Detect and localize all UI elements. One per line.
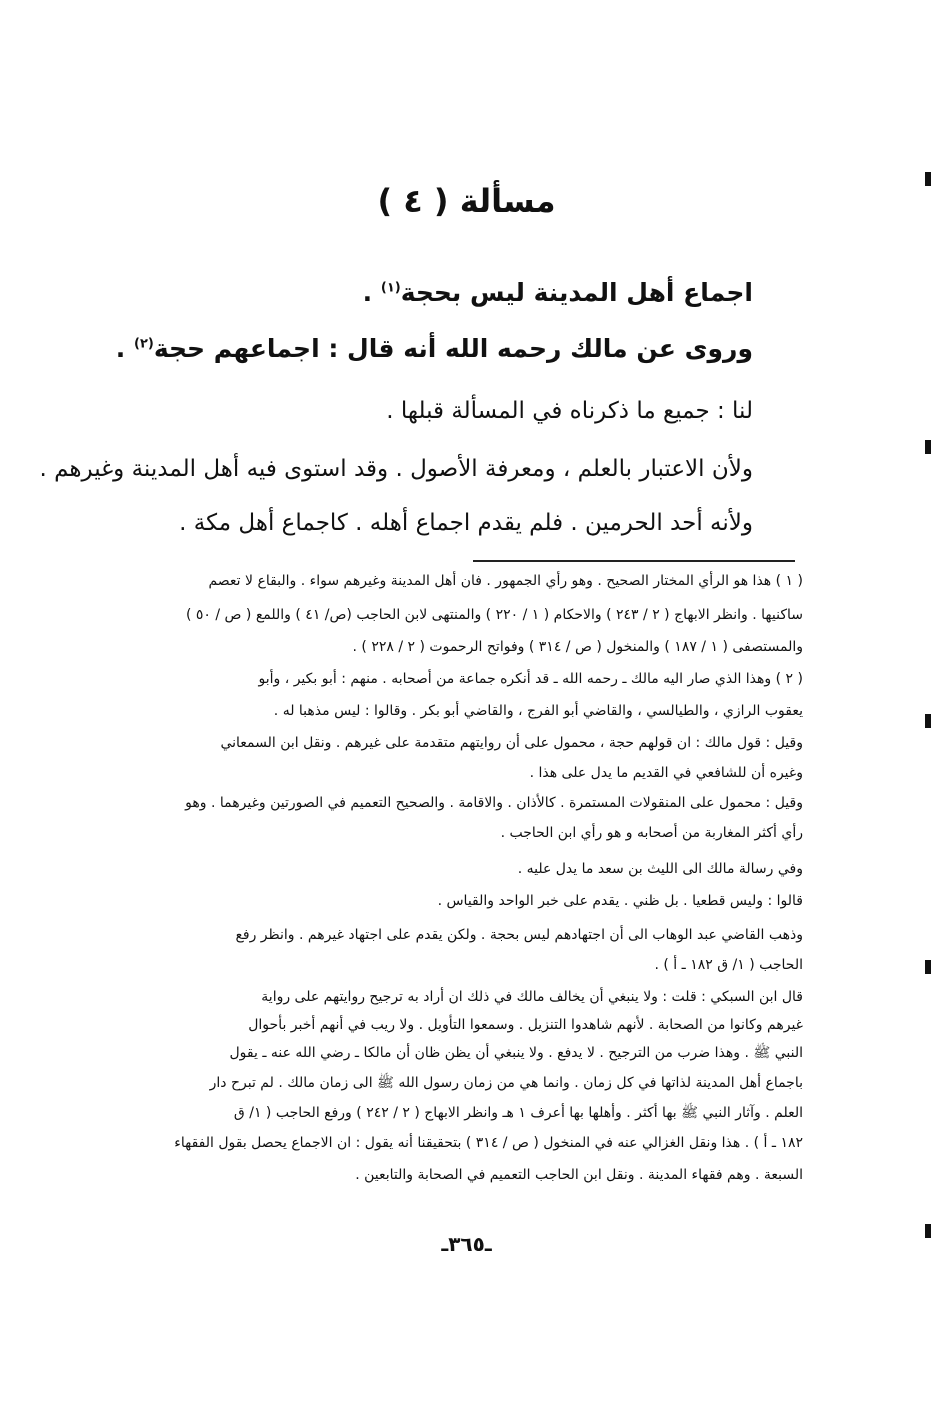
footnote-line: النبي ﷺ . وهذا ضرب من الترجيح . لا يدفع . ولا ينبغي أن يظن ظان أن مالكا ـ رضي الله عنه ـ يقول bbox=[229, 1045, 803, 1061]
main-line-2: وروى عن مالك رحمه الله أنه قال : اجماعهم حجة$^{(٢)}$ . bbox=[115, 334, 753, 363]
binding-hole-mark bbox=[925, 172, 931, 186]
main-line-1: اجماع أهل المدينة ليس بحجة$^{(١)}$ . bbox=[362, 278, 753, 307]
footnote-line: قال ابن السبكي : قلت : ولا ينبغي أن يخالف مالك في ذلك ان أراد به ترجيح روايتهم على رواية bbox=[261, 989, 803, 1005]
footnote-line: رأي أكثر المغاربة من أصحابه و هو رأي ابن الحاجب . bbox=[500, 825, 803, 841]
binding-hole-mark bbox=[925, 1224, 931, 1238]
footnote-line: ساكنيها . وانظر الابهاج ( ٢ / ٢٤٣ ) والاحكام ( ١ / ٢٢٠ ) والمنتهى لابن الحاجب (ص/ ٤١ ) واللمع ( ص / ٥٠ ) bbox=[185, 607, 803, 623]
footnote-line: يعقوب الرازي ، والطيالسي ، والقاضي أبو الفرج ، والقاضي أبو بكر . وقالوا : ليس مذهبا له . bbox=[273, 703, 803, 719]
footnote-line: ( ٢ ) وهذا الذي صار اليه مالك ـ رحمه الله ـ قد أنكره جماعة من أصحابه . منهم : أبو بكير ، وأبو bbox=[258, 671, 803, 687]
footnote-ref-1: (١) bbox=[380, 280, 401, 296]
binding-hole-mark bbox=[925, 714, 931, 728]
footnote-line: قالوا : وليس قطعيا . بل ظني . يقدم على خبر الواحد والقياس . bbox=[437, 893, 803, 909]
footnote-line: العلم . وآثار النبي ﷺ بها أكثر . وأهلها بها أعرف ١ هـ وانظر الابهاج ( ٢ / ٢٤٢ ) ورفع الحاجب ( ١/ ق bbox=[233, 1105, 803, 1121]
footnote-line: باجماع أهل المدينة لذاتها في كل زمان . وانما هي من زمان رسول الله ﷺ الى زمان مالك . لم تبرح دار bbox=[209, 1075, 803, 1091]
page-title: مسألة ( ٤ ) bbox=[377, 182, 556, 220]
footnote-line: وقيل : محمول على المنقولات المستمرة . كالأذان . والاقامة . والصحيح التعميم في الصورتين وغيرهما . وهو bbox=[185, 795, 803, 811]
footnote-line: وفي رسالة مالك الى الليث بن سعد ما يدل عليه . bbox=[517, 861, 803, 877]
footnote-ref-2: (٢) bbox=[133, 336, 154, 352]
footnote-line: وغيره أن للشافعي في القديم ما يدل على هذا . bbox=[529, 765, 803, 781]
footnote-line: ( ١ ) هذا هو الرأي المختار الصحيح . وهو رأي الجمهور . فان أهل المدينة وغيرهم سواء . والبقاع لا تعصم bbox=[208, 573, 803, 589]
footnote-line: غيرهم وكانوا من الصحابة . لأنهم شاهدوا التنزيل . وسمعوا التأويل . ولا ريب في أنهم أخبر بأحوال bbox=[248, 1017, 803, 1033]
footnote-separator bbox=[473, 560, 795, 562]
footnote-line: السبعة . وهم فقهاء المدينة . ونقل ابن الحاجب التعميم في الصحابة والتابعين . bbox=[355, 1167, 803, 1183]
footnote-line: وذهب القاضي عبد الوهاب الى أن اجتهادهم ليس بحجة . ولكن يقدم على اجتهاد غيرهم . وانظر رفع bbox=[235, 927, 803, 943]
footnote-line: والمستصفى ( ١ / ١٨٧ ) والمنخول ( ص / ٣١٤ ) وفواتح الرحموت ( ٢ / ٢٢٨ ) . bbox=[352, 639, 803, 655]
binding-hole-mark bbox=[925, 440, 931, 454]
main-line-5: ولأنه أحد الحرمين . فلم يقدم اجماع أهله . كاجماع أهل مكة . bbox=[179, 510, 753, 536]
footnote-line: ١٨٢ ـ أ ) . هذا ونقل الغزالي عنه في المنخول ( ص / ٣١٤ ) بتحقيقنا أنه يقول : ان الاجماع يحصل بقول الفقهاء bbox=[174, 1135, 803, 1151]
footnote-line: الحاجب ( ١/ ق ١٨٢ ـ أ ) . bbox=[654, 957, 803, 973]
binding-hole-mark bbox=[925, 960, 931, 974]
footnote-line: وقيل : قول مالك : ان قولهم حجة ، محمول على أن روايتهم متقدمة على غيرهم . ونقل ابن السمعاني bbox=[220, 735, 803, 751]
main-line-4: ولأن الاعتبار بالعلم ، ومعرفة الأصول . وقد استوى فيه أهل المدينة وغيرهم . bbox=[39, 456, 753, 482]
main-line-3: لنا : جميع ما ذكرناه في المسألة قبلها . bbox=[386, 398, 753, 424]
page-number: ـ٣٦٥ـ bbox=[441, 1232, 492, 1256]
